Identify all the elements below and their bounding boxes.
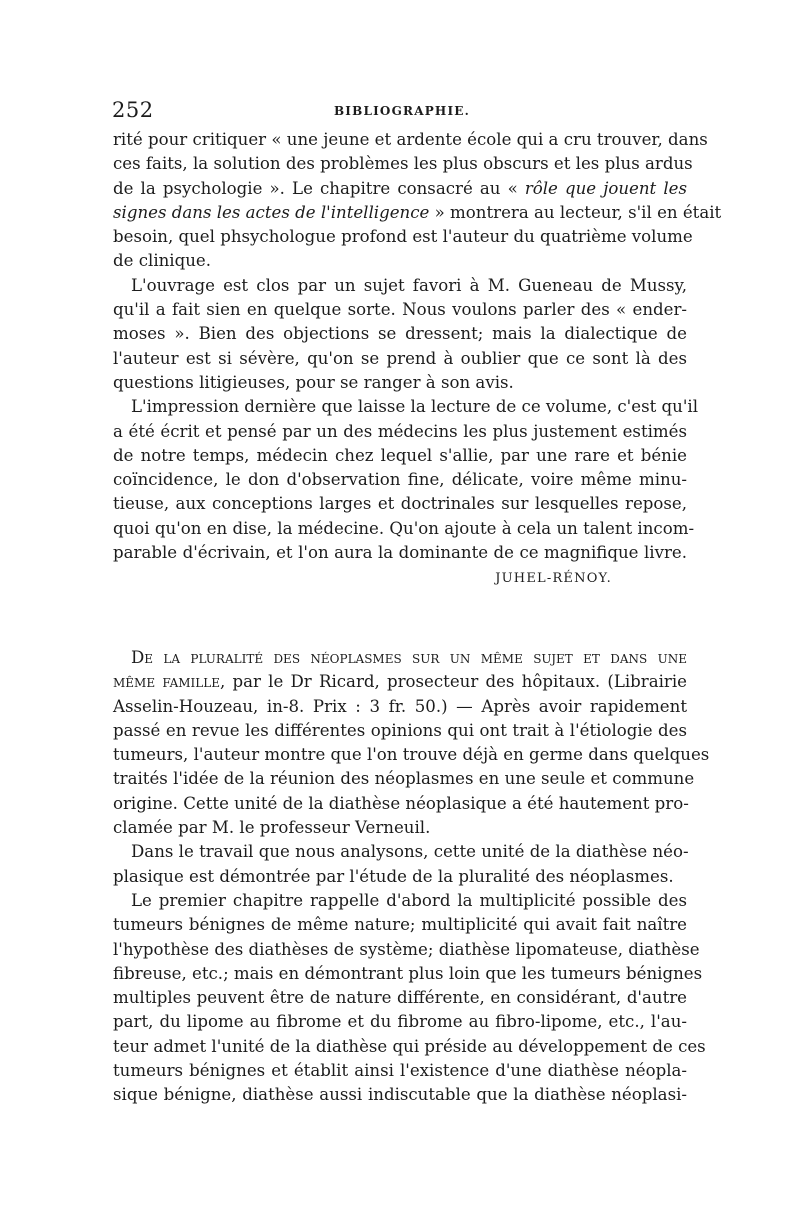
text-line: coïncidence, le don d'observation fine, délicate, voire même minu-	[113, 470, 687, 490]
text-line: tumeurs bénignes et établit ainsi l'existence d'une diathèse néopla-	[113, 1061, 687, 1081]
text-line: plasique est démontrée par l'étude de la pluralité des néoplasmes.	[113, 866, 674, 886]
text-line: multiples peuvent être de nature différente, en considérant, d'autre	[113, 988, 687, 1008]
text-line: besoin, quel phsychologue profond est l'auteur du quatrième volume	[113, 227, 693, 247]
text-line: signes dans les actes de l'intelligence » montrera au lecteur, s'il en était	[113, 202, 722, 222]
review-title-line	[113, 670, 687, 694]
text-line: teur admet l'unité de la diathèse qui préside au développement de ces	[113, 1036, 706, 1056]
text-line: rité pour critiquer « une jeune et ardente école qui a cru trouver, dans	[113, 130, 708, 149]
running-title: BIBLIOGRAPHIE.	[333, 104, 471, 118]
review-title: De la pluralité des néoplasmes sur un même sujet et dans une	[131, 648, 687, 667]
review-continued	[113, 128, 722, 592]
text-line: L'impression dernière que laisse la lecture de ce volume, c'est qu'il	[131, 397, 699, 417]
text-line: de clinique.	[113, 251, 212, 271]
text-line: Dans le travail que nous analysons, cette unité de la diathèse néo-	[131, 842, 689, 862]
running-head	[112, 98, 692, 126]
text-line: questions litigieuses, pour se ranger à son avis.	[113, 372, 514, 392]
author-signature: JUHEL-RÉNOY.	[495, 571, 612, 587]
text-line: Le premier chapitre rappelle d'abord la multiplicité possible des	[131, 890, 687, 910]
text-line: de la psychologie ». Le chapitre consacré au « rôle que jouent les	[113, 178, 687, 198]
text-line: L'ouvrage est clos par un sujet favori à M. Gueneau de Mussy,	[131, 275, 687, 295]
page-number: 252	[112, 98, 154, 122]
text-line: passé en revue les différentes opinions qui ont trait à l'étiologie des	[113, 720, 687, 740]
text-line: Asselin-Houzeau, in-8. Prix : 3 fr. 50.) — Après avoir rapidement	[113, 696, 687, 716]
italic-phrase: signes dans les actes de l'intelligence	[113, 202, 430, 222]
text-line: tieuse, aux conceptions larges et doctrinales sur lesquelles repose,	[113, 494, 687, 514]
text-line: part, du lipome au fibrome et du fibrome au fibro-lipome, etc., l'au-	[113, 1012, 687, 1032]
text-line: l'hypothèse des diathèses de système; diathèse lipomateuse, diathèse	[113, 939, 700, 959]
review-ricard	[113, 646, 710, 1108]
text-line: l'auteur est si sévère, qu'on se prend à oublier que ce sont là des	[113, 348, 687, 368]
text-line: tumeurs, l'auteur montre que l'on trouve déjà en germe dans quelques	[113, 745, 710, 765]
text-line: fibreuse, etc.; mais en démontrant plus loin que les tumeurs bénignes	[113, 963, 703, 983]
text-line: tumeurs bénignes de même nature; multiplicité qui avait fait naître	[113, 915, 687, 935]
text-line: ces faits, la solution des problèmes les plus obscurs et les plus ardus	[113, 154, 693, 174]
text-line: sique bénigne, diathèse aussi indiscutable que la diathèse néoplasi-	[113, 1085, 687, 1105]
text-line: clamée par M. le professeur Verneuil.	[113, 818, 431, 838]
italic-phrase: rôle que jouent les	[524, 178, 687, 198]
text-line: de notre temps, médecin chez lequel s'allie, par une rare et bénie	[113, 445, 687, 465]
text-line: moses ». Bien des objections se dressent; mais la dialectique de	[113, 324, 687, 344]
text-line: parable d'écrivain, et l'on aura la dominante de ce magnifique livre.	[113, 543, 687, 563]
review-title-cont: même famille,	[113, 672, 226, 692]
text-line: traités l'idée de la réunion des néoplasmes en une seule et commune	[113, 769, 695, 789]
text-line: qu'il a fait sien en quelque sorte. Nous voulons parler des « ender-	[113, 300, 687, 320]
review-title-line	[113, 646, 687, 670]
text-line: origine. Cette unité de la diathèse néoplasique a été hautement pro-	[113, 793, 689, 813]
text-line: a été écrit et pensé par un des médecins les plus justement estimés	[113, 421, 687, 441]
text-line: quoi qu'on en dise, la médecine. Qu'on ajoute à cela un talent incom-	[113, 518, 695, 538]
review-citation: par le Dr Ricard, prosecteur des hôpitaux. (Librairie	[225, 672, 687, 692]
